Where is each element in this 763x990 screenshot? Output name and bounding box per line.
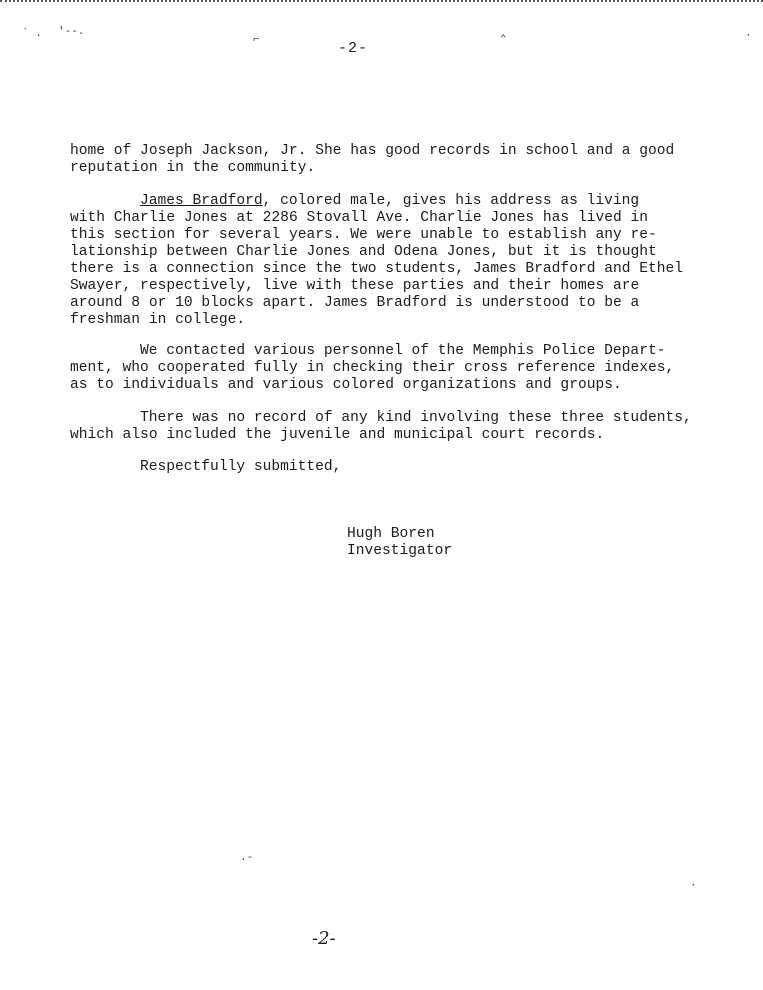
- scan-mark: .-: [240, 852, 254, 864]
- scan-mark: ⌃: [500, 34, 507, 46]
- paragraph-1: [70, 143, 710, 177]
- scan-mark: ` .: [22, 28, 42, 40]
- paragraph-3: [70, 343, 710, 394]
- signature-name: Hugh Boren: [347, 526, 435, 542]
- scan-mark: ⌐: [253, 34, 260, 46]
- closing-text: Respectfully submitted,: [140, 459, 342, 475]
- page-number-footer: -2-: [312, 928, 336, 949]
- text-line: this section for several years. We were unable to establish any re-: [70, 227, 657, 243]
- closing-line: [70, 459, 710, 476]
- text-line: as to individuals and various colored organizations and groups.: [70, 377, 622, 393]
- text-line: ment, who cooperated fully in checking their cross reference indexes,: [70, 360, 675, 376]
- text-line: there is a connection since the two students, James Bradford and Ethel: [70, 261, 684, 277]
- text-line: freshman in college.: [70, 312, 246, 328]
- text-line: home of Joseph Jackson, Jr. She has good records in school and a good: [70, 143, 675, 159]
- text-line: with Charlie Jones at 2286 Stovall Ave. Charlie Jones has lived in: [70, 210, 649, 226]
- text-line: [70, 193, 710, 210]
- paragraph-4: [70, 410, 710, 444]
- scan-mark: ·: [745, 30, 752, 42]
- text-fragment: , colored male, gives his address as living: [262, 193, 640, 209]
- page-number-header: -2-: [338, 40, 369, 57]
- scan-mark: ·: [690, 880, 697, 892]
- scan-mark: '--.: [58, 26, 85, 38]
- text-line: There was no record of any kind involving these three students,: [140, 410, 692, 426]
- page-top-edge: [0, 0, 763, 8]
- text-line: We contacted various personnel of the Memphis Police Depart-: [140, 343, 666, 359]
- text-line: around 8 or 10 blocks apart. James Bradford is understood to be a: [70, 295, 640, 311]
- text-line: reputation in the community.: [70, 160, 316, 176]
- paragraph-2: [70, 193, 710, 329]
- text-line: which also included the juvenile and municipal court records.: [70, 427, 605, 443]
- signature-block: [347, 526, 452, 560]
- signature-title: Investigator: [347, 543, 453, 559]
- text-line: Swayer, respectively, live with these parties and their homes are: [70, 278, 640, 294]
- underlined-name: James Bradford: [140, 193, 263, 209]
- text-line: lationship between Charlie Jones and Odena Jones, but it is thought: [70, 244, 657, 260]
